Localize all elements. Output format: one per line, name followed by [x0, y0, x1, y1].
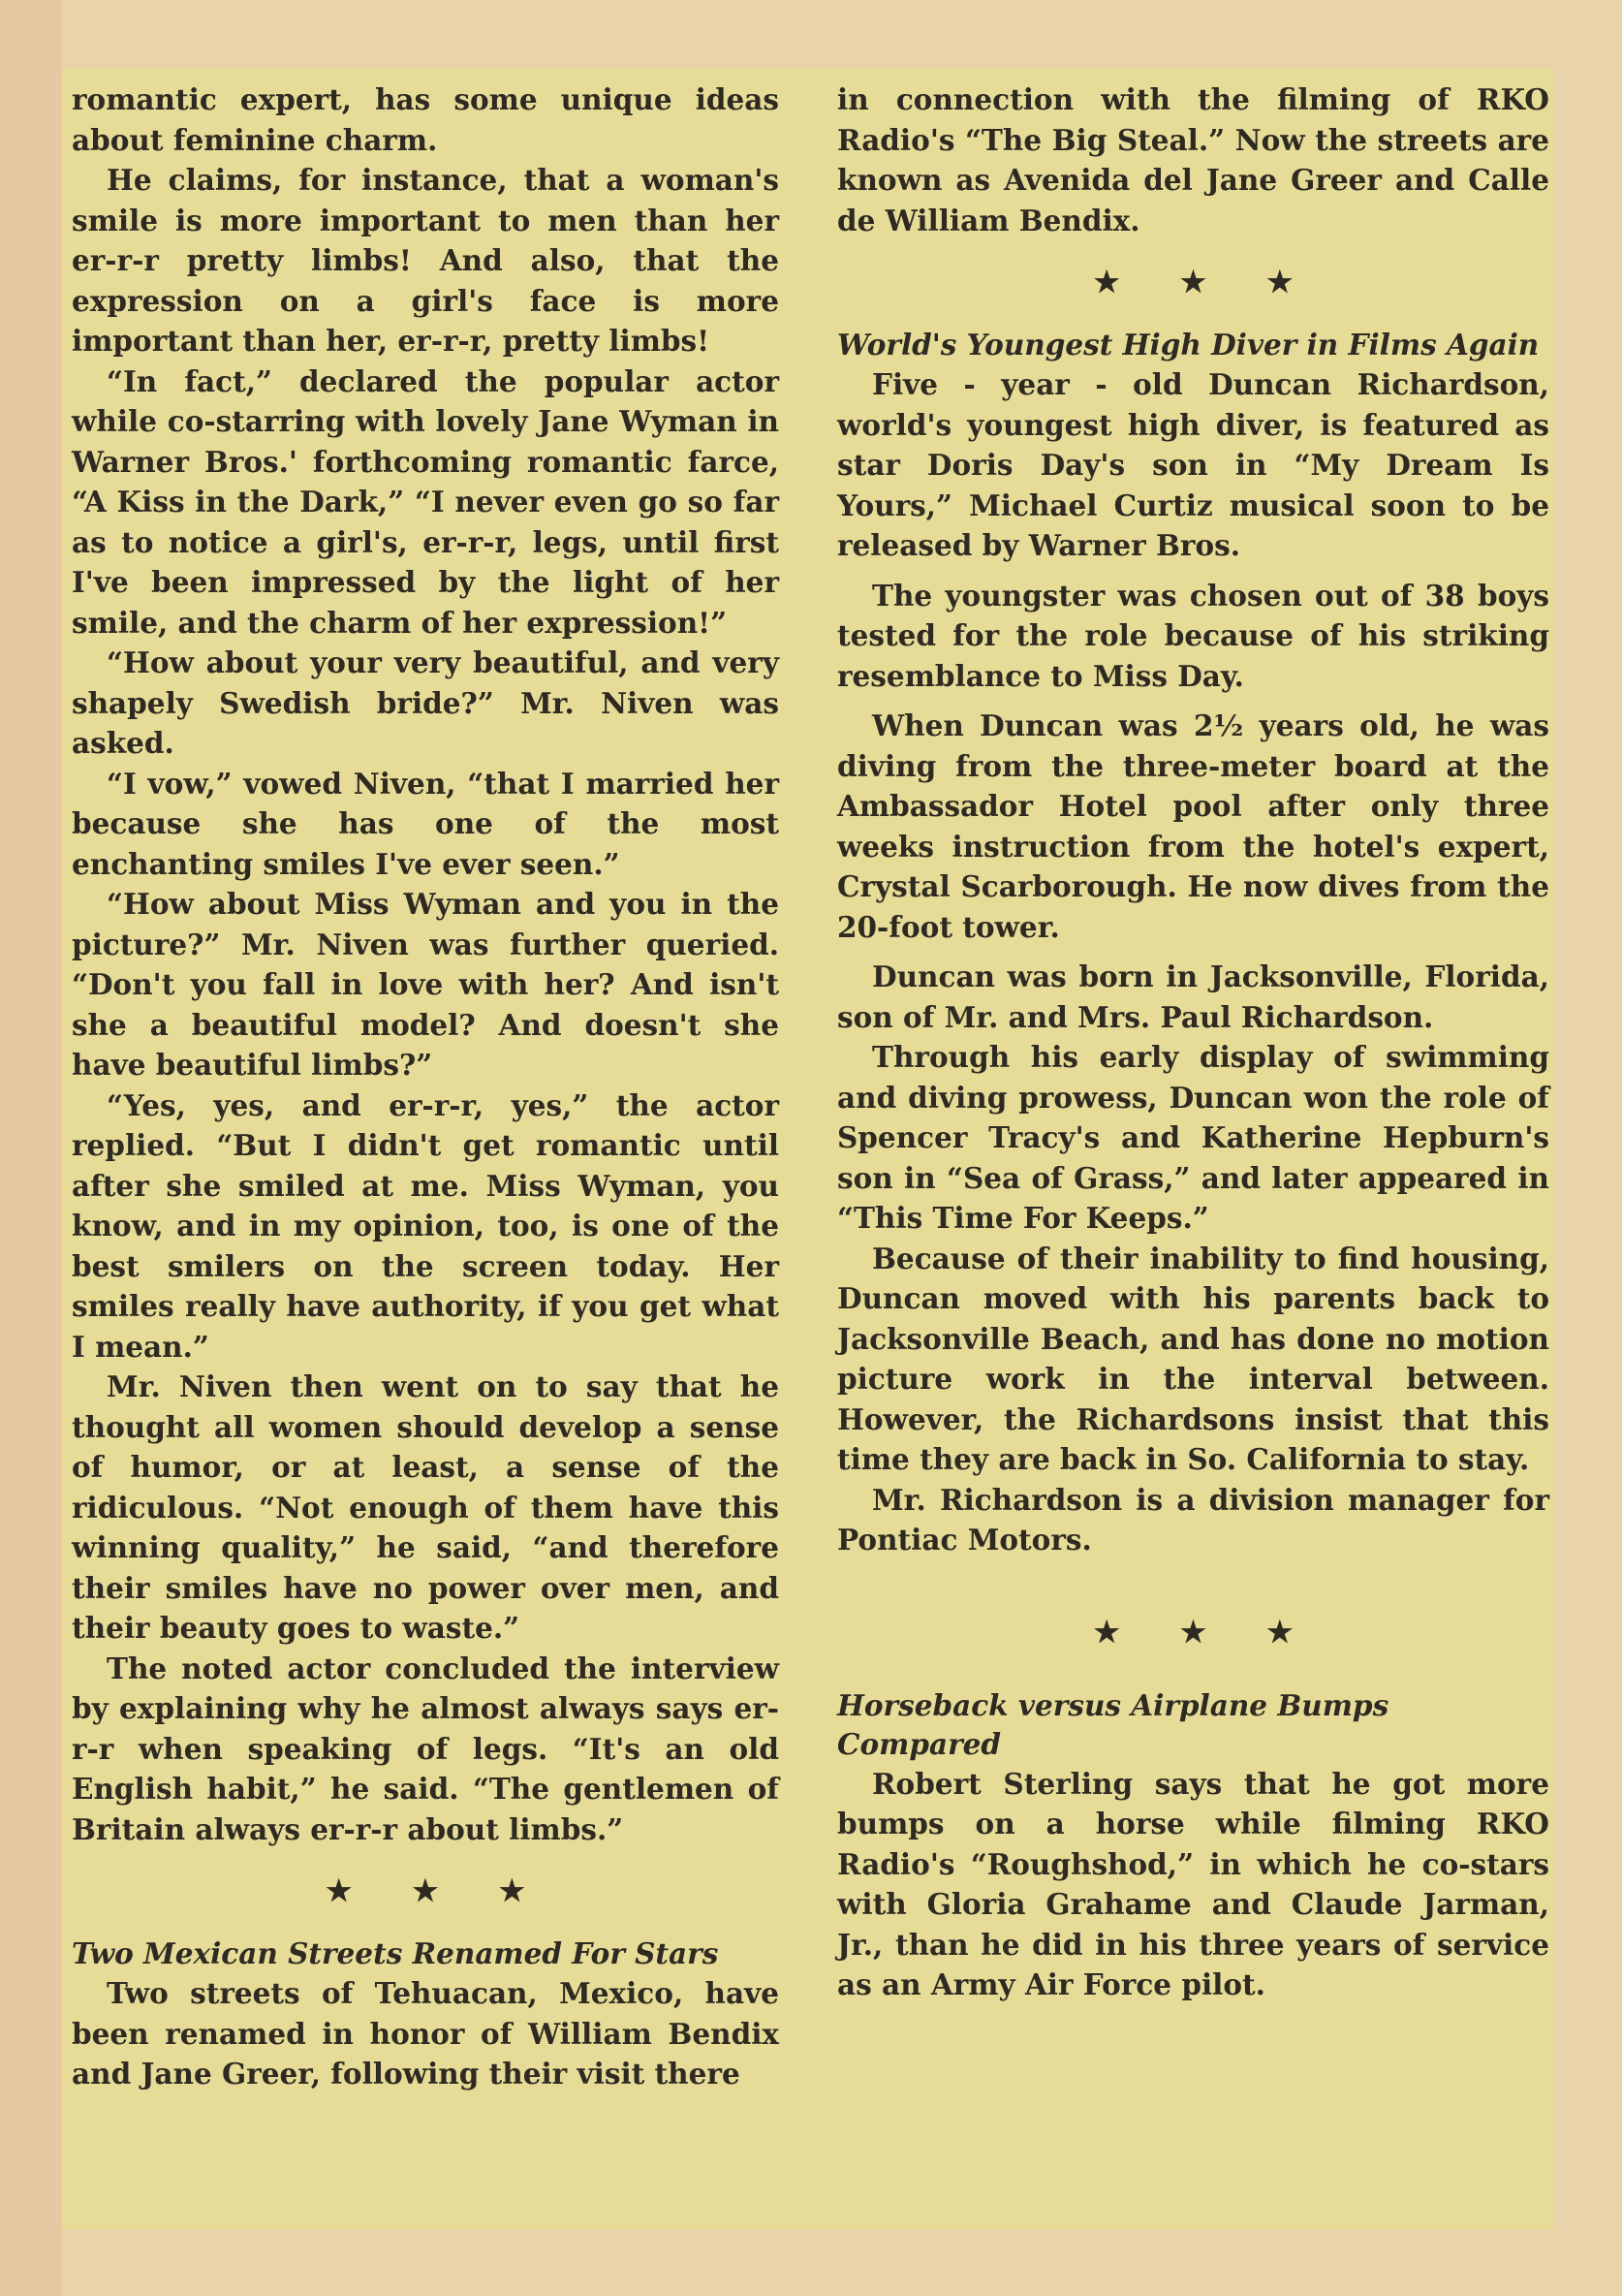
paragraph: Through his early display of swimming and diving prowess, Duncan won the role of Spencer Tracy's and Katherine Hepburn's son in “Sea of Grass,” and later appeared in “This Time For Keeps.”	[837, 1040, 1549, 1235]
page-gutter	[0, 0, 62, 2296]
paragraph: Mr. Richardson is a division manager for Pontiac Motors.	[837, 1482, 1549, 1557]
article-headline: Horseback versus Airplane Bumps Compared	[837, 1687, 1389, 1761]
section-separator: ★ ★ ★	[1093, 1615, 1294, 1650]
paragraph: Five - year - old Duncan Richardson, world's youngest high diver, is featured as star Doris Day's son in “My Dream Is Yours,” Michael Curtiz musical soon to be released by Warner Bros.	[837, 367, 1549, 562]
paragraph: “How about Miss Wyman and you in the picture?” Mr. Niven was further queried. “Don't you fall in love with her? And isn't she a beautiful model? And doesn't she have beautiful limbs?”	[72, 887, 779, 1082]
article-headline: Two Mexican Streets Renamed For Stars	[72, 1936, 719, 1970]
paragraph: “How about your very beautiful, and very shapely Swedish bride?” Mr. Niven was asked.	[72, 645, 779, 760]
paragraph: He claims, for instance, that a woman's smile is more important to men than her er-r-r pretty limbs! And also, that the expression on a girl's face is more important than her, er-r-r, pretty limbs!	[72, 163, 779, 358]
paragraph: in connection with the filming of RKO Radio's “The Big Steal.” Now the streets are known as Avenida del Jane Greer and Calle de William Bendix.	[837, 82, 1549, 237]
paragraph: “In fact,” declared the popular actor while co-starring with lovely Jane Wyman in Warner Bros.' forthcoming romantic farce, “A Kiss in the Dark,” “I never even go so far as to notice a girl's, er-r-r, legs, until first I've been impressed by the light of her smile, and the charm of her expression!”	[72, 363, 779, 640]
section-separator: ★ ★ ★	[326, 1874, 525, 1908]
left-column	[72, 79, 779, 2094]
article-headline: World's Youngest High Diver in Films Again	[837, 328, 1540, 362]
paragraph: “Yes, yes, and er-r-r, yes,” the actor replied. “But I didn't get romantic until after she smiled at me. Miss Wyman, you know, and in my opinion, too, is one of the best smilers on the screen today. Her smiles really have authority, if you get what I mean.”	[72, 1087, 779, 1364]
paragraph: The noted actor concluded the interview by explaining why he almost always says er-r-r when speaking of legs. “It's an old English habit,” he said. “The gentlemen of Britain always er-r-r about limbs.”	[72, 1651, 779, 1846]
paragraph: romantic expert, has some unique ideas about feminine charm.	[72, 82, 779, 157]
paragraph: Two streets of Tehuacan, Mexico, have been renamed in honor of William Bendix and Jane Greer, following their visit there	[72, 1976, 779, 2091]
paragraph: Because of their inability to find housing, Duncan moved with his parents back to Jacksonville Beach, and has done no motion picture work in the interval between. However, the Richardsons insist that this time they are back in So. California to stay.	[837, 1241, 1549, 1476]
paragraph: When Duncan was 2½ years old, he was diving from the three-meter board at the Ambassador Hotel pool after only three weeks instruction from the hotel's expert, Crystal Scarborough. He now dives from the 20-foot tower.	[837, 708, 1549, 944]
paragraph: Mr. Niven then went on to say that he thought all women should develop a sense of humor, or at least, a sense of the ridiculous. “Not enough of them have this winning quality,” he said, “and therefore their smiles have no power over men, and their beauty goes to waste.”	[72, 1369, 779, 1645]
paragraph: Robert Sterling says that he got more bumps on a horse while filming RKO Radio's “Roughshod,” in which he co-stars with Gloria Grahame and Claude Jarman, Jr., than he did in his three years of service as an Army Air Force pilot.	[837, 1766, 1549, 2001]
paragraph: The youngster was chosen out of 38 boys tested for the role because of his striking resemblance to Miss Day.	[837, 578, 1549, 693]
paragraph: Duncan was born in Jacksonville, Florida, son of Mr. and Mrs. Paul Richardson.	[837, 959, 1549, 1034]
right-column	[837, 79, 1549, 2005]
section-separator: ★ ★ ★	[1093, 266, 1294, 299]
paragraph: “I vow,” vowed Niven, “that I married her because she has one of the most enchanting smiles I've ever seen.”	[72, 766, 779, 881]
